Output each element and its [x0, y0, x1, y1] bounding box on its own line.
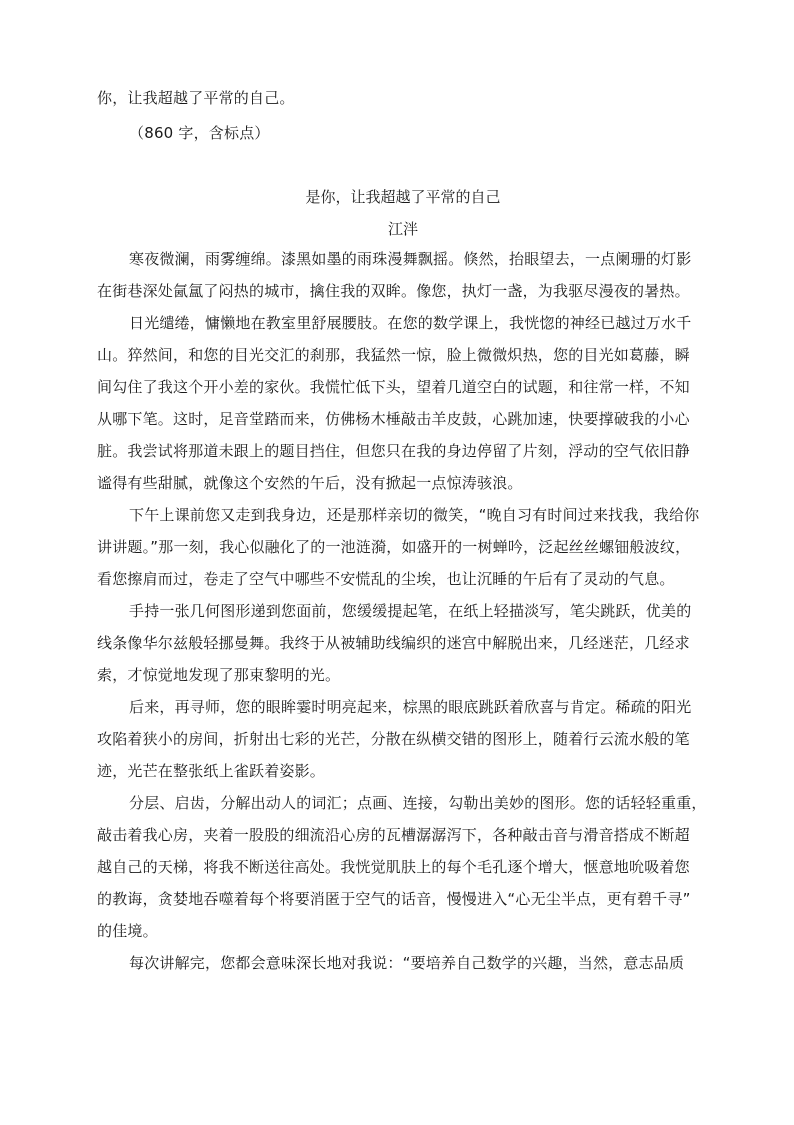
paragraph-line: 索，才惊觉地发现了那束黎明的光。: [97, 666, 341, 684]
paragraph-line: 间勾住了我这个开小差的家伙。我慌忙低下头，望着几道空白的试题，和往常一样，不知: [97, 378, 690, 396]
essay-body: [97, 243, 709, 979]
paragraph-line: 寒夜微澜，雨雾缠绵。漆黑如墨的雨珠漫舞飘摇。倏然，抬眼望去，一点阑珊的灯影: [129, 250, 692, 268]
paragraph-line: 分层、启齿，分解出动人的词汇；点画、连接，勾勒出美妙的图形。您的话轻轻重重，: [129, 794, 707, 812]
paragraph-line: 看您擦肩而过，卷走了空气中哪些不安慌乱的尘埃，也让沉睡的午后有了灵动的气息。: [97, 570, 675, 588]
paragraph-line: 日光缱绻，慵懒地在教室里舒展腰肢。在您的数学课上，我恍惚的神经已越过万水千: [129, 314, 692, 332]
essay-author: 江泮: [387, 220, 418, 238]
essay-paragraph: [97, 307, 709, 499]
paragraph-line: 敲击着我心房，夹着一股股的细流沿心房的瓦槽潺潺泻下，各种敲击音与滑音搭成不断超: [97, 826, 690, 844]
paragraph-line: 攻陷着狭小的房间，折射出七彩的光芒，分散在纵横交错的图形上，随着行云流水般的笔: [97, 730, 690, 748]
paragraph-line: 从哪下笔。这时，足音堂踏而来，仿佛杨木棰敲击羊皮鼓，心跳加速，快要撑破我的小心: [97, 410, 690, 428]
paragraph-line: 每次讲解完，您都会意味深长地对我说：“要培养自己数学的兴趣，当然，意志品质: [129, 954, 685, 972]
word-count-note: （860 字，含标点）: [129, 124, 270, 142]
paragraph-line: 手持一张几何图形递到您面前，您缓缓提起笔，在纸上轻描淡写，笔尖跳跃，优美的: [129, 602, 692, 620]
paragraph-line: 讲讲题。”那一刻，我心似融化了的一池涟漪，如盛开的一树蝉吟，泛起丝丝螺钿般波纹，: [97, 538, 691, 556]
essay-paragraph: [97, 691, 709, 787]
paragraph-line: 谧得有些甜腻，就像这个安然的午后，没有掀起一点惊涛骇浪。: [97, 474, 523, 492]
essay-paragraph: [97, 787, 709, 947]
paragraph-line: 越自己的天梯，将我不断送往高处。我恍觉肌肤上的每个毛孔逐个增大，惬意地吮吸着您: [97, 858, 690, 876]
paragraph-line: 下午上课前您又走到我身边，还是那样亲切的微笑，“晚自习有时间过来找我，我给你: [129, 506, 700, 524]
paragraph-line: 后来，再寻师，您的眼眸霎时明亮起来，棕黑的眼底跳跃着欣喜与肯定。稀疏的阳光: [129, 698, 692, 716]
paragraph-line: 的教诲，贪婪地吞噬着每个将要消匿于空气的话音，慢慢进入“心无尘半点，更有碧千寻”: [97, 890, 691, 908]
paragraph-line: 的佳境。: [97, 922, 158, 940]
essay-paragraph: [97, 595, 709, 691]
paragraph-line: 脏。我尝试将那道未跟上的题目挡住，但您只在我的身边停留了片刻，浮动的空气依旧静: [97, 442, 690, 460]
essay-paragraph: [97, 947, 709, 979]
essay-paragraph: [97, 243, 709, 307]
paragraph-line: 迹，光芒在整张纸上雀跃着姿影。: [97, 762, 326, 780]
prompt-block: [97, 82, 709, 149]
essay-title: 是你，让我超越了平常的自己: [305, 188, 501, 206]
essay-paragraph: [97, 499, 709, 595]
prompt-line: 你，让我超越了平常的自己。: [97, 89, 295, 107]
paragraph-line: 山。猝然间，和您的目光交汇的刹那，我猛然一惊，脸上微微炽热，您的目光如葛藤，瞬: [97, 346, 690, 364]
paragraph-line: 线条像华尔兹般轻挪曼舞。我终于从被辅助线编织的迷宫中解脱出来，几经迷茫，几经求: [97, 634, 690, 652]
paragraph-line: 在街巷深处氤氲了闷热的城市，擒住我的双眸。像您，执灯一盏，为我驱尽漫夜的暑热。: [97, 282, 690, 300]
